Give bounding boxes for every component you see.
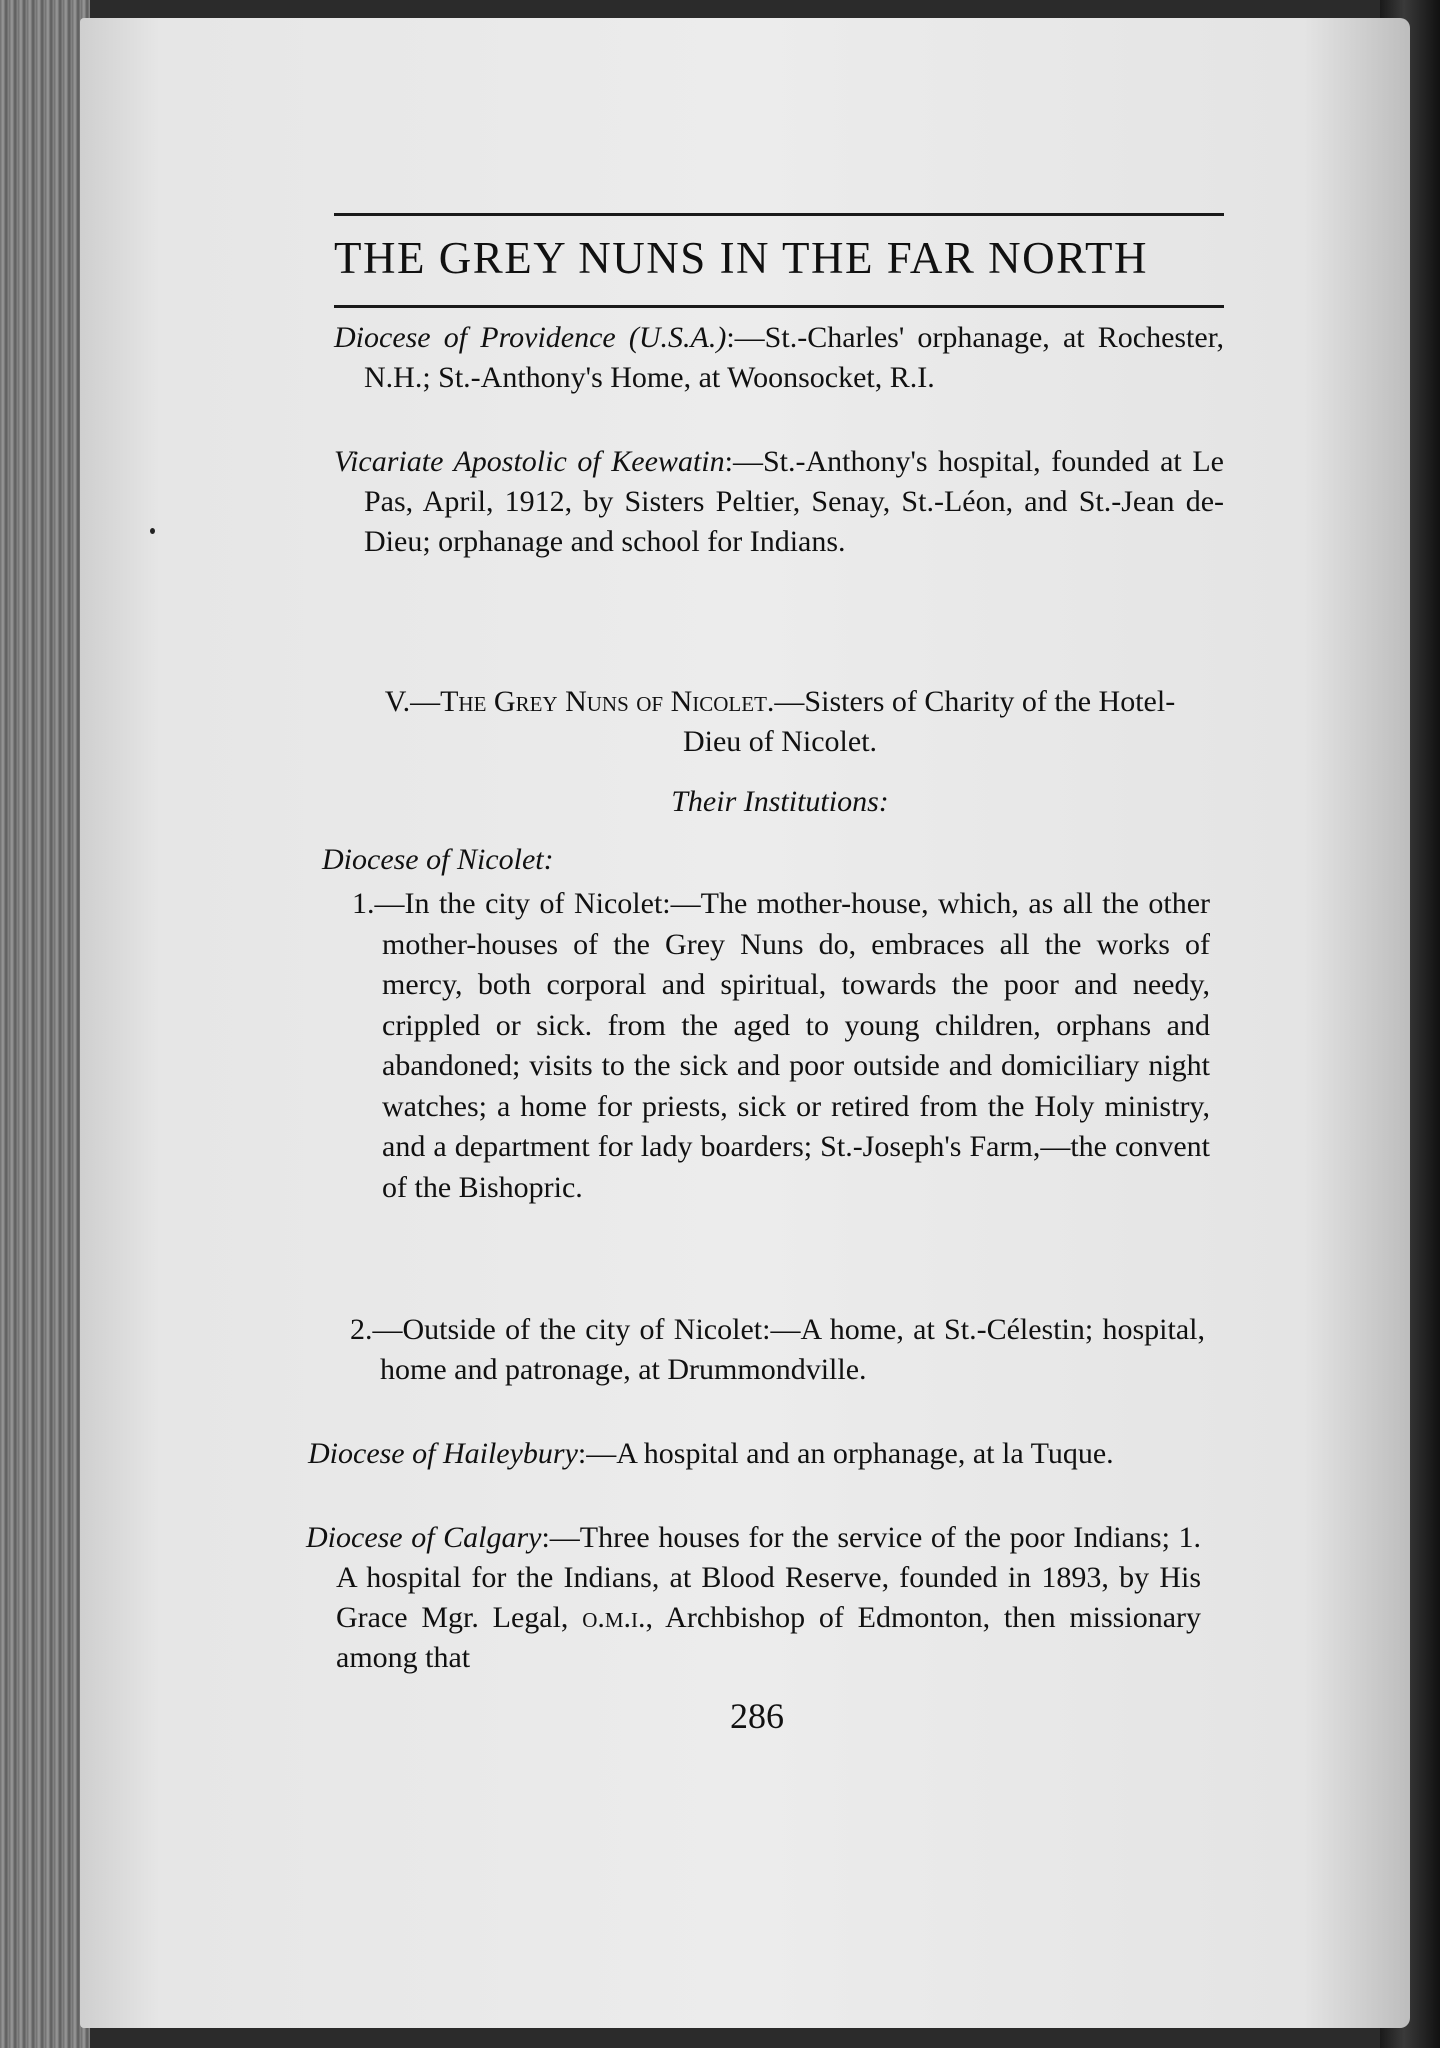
nicolet-heading: Diocese of Nicolet: — [322, 843, 554, 876]
entry-haileybury — [308, 1434, 1203, 1474]
running-head: THE GREY NUNS IN THE FAR NORTH — [334, 233, 1148, 283]
section-number: V.— — [384, 685, 441, 718]
entry-heading: Vicariate Apostolic of Keewatin — [334, 445, 725, 478]
section-subtitle: —Sisters of Charity of the Hotel-Dieu of Nicolet. — [682, 685, 1176, 758]
speck — [150, 528, 155, 534]
nicolet-item-text: —The mother-house, which, as all the other mother-houses of the Grey Nuns do, embraces all the works of mercy, both corporal and spiritual, towards the poor and needy, crippled or sick. from the aged to young children, orphans and abandoned; visits to the sick and poor outside and domiciliary night watches; a home for priests, sick or retired from the Holy ministry, and a department for lady boarders; St.-Joseph's Farm,—the convent of the Bishopric. — [382, 887, 1210, 1204]
nicolet-item-text: —A home, at St.-Célestin; hospital, home and patronage, at Drummondville. — [380, 1313, 1205, 1386]
entry-text: :—St.-Charles' orphanage, at Rochester, N.H.; St.-Anthony's Home, at Woonsocket, R.I. — [364, 321, 1224, 394]
running-head-top-rule — [334, 213, 1224, 216]
entry-text: :—Three houses for the service of the poor Indians; 1. A hospital for the Indians, at Blood Reserve, founded in 1893, by His Grace Mgr. Legal, — [336, 1521, 1201, 1634]
entry-keewatin — [334, 442, 1224, 562]
nicolet-item-2 — [350, 1310, 1205, 1390]
book-page-edges — [0, 0, 90, 2048]
entry-text: , Archbishop of Edmonton, then missionary among that — [336, 1601, 1201, 1674]
nicolet-item-1 — [352, 884, 1210, 1208]
nicolet-item-label: 1.—In the city of Nicolet: — [352, 887, 671, 920]
running-head-bottom-rule — [334, 305, 1224, 308]
section-heading — [380, 682, 1180, 762]
entry-text: :—A hospital and an orphanage, at la Tuque. — [577, 1437, 1114, 1470]
section-title: The Grey Nuns of Nicolet. — [440, 685, 775, 718]
entry-calgary — [306, 1518, 1201, 1678]
entry-text: :—St.-Anthony's hospital, founded at Le Pas, April, 1912, by Sisters Peltier, Senay, St.-Léon, and St.-Jean de-Dieu; orphanage and school for Indians. — [364, 445, 1224, 558]
entry-abbreviation: o.m.i. — [582, 1601, 646, 1634]
entry-heading: Diocese of Calgary — [306, 1521, 542, 1554]
entry-heading: Diocese of Providence (U.S.A.) — [334, 321, 727, 354]
page-number: 286 — [730, 1696, 784, 1736]
entry-heading: Diocese of Haileybury — [308, 1437, 578, 1470]
entry-providence — [334, 318, 1224, 398]
nicolet-item-label: 2.—Outside of the city of Nicolet: — [350, 1313, 771, 1346]
institutions-label: Their Institutions: — [671, 785, 889, 818]
